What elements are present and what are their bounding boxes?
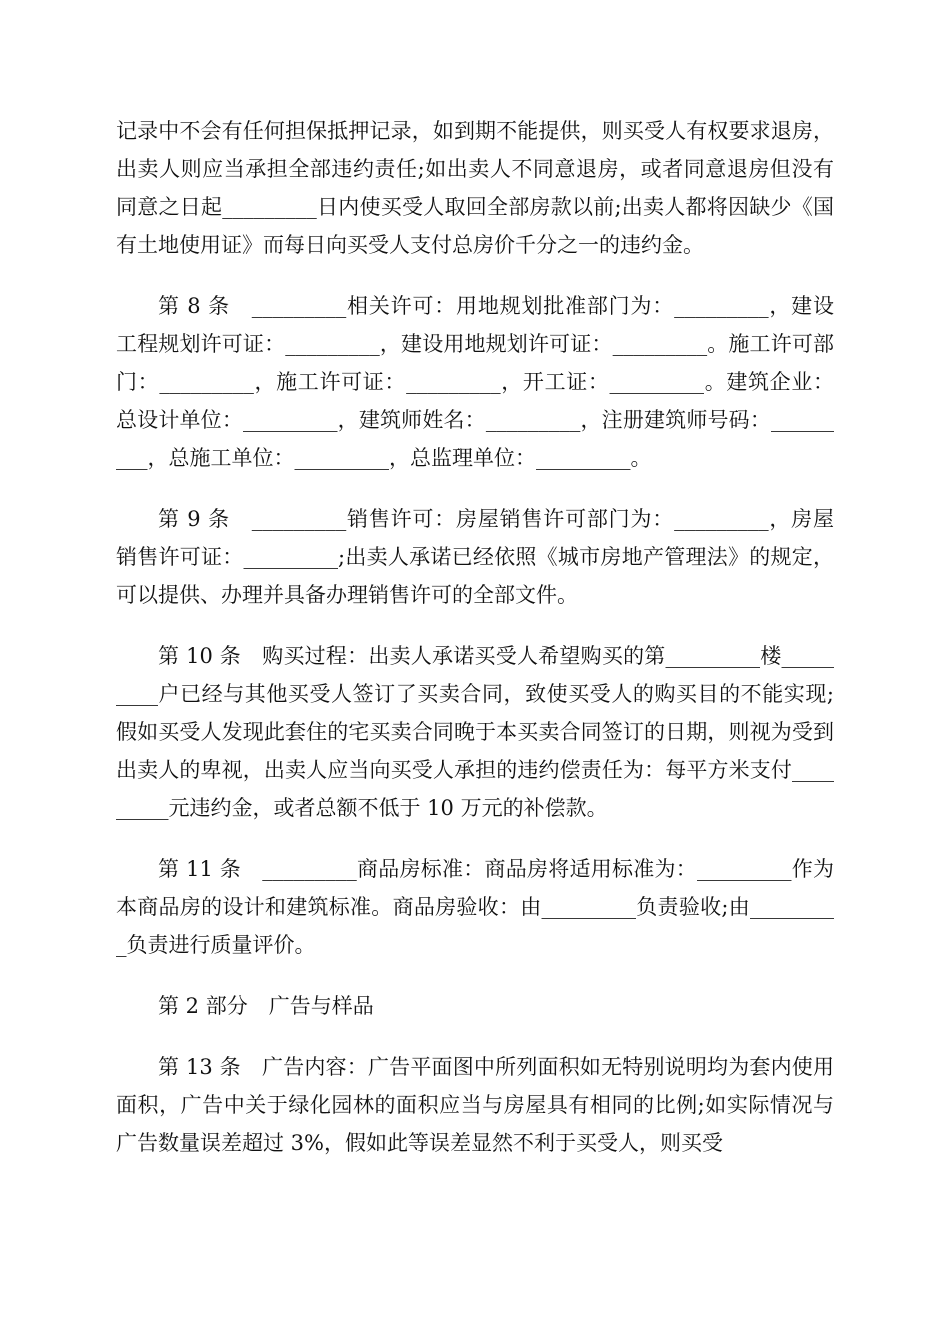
document-page — [116, 112, 834, 1162]
article-8-permits: 第 8 条 _________相关许可：用地规划批准部门为：_________，建设工程规划许可证：_________，建设用地规划许可证：_________。施工许可部门：_________，施工许可证：_________，开工证：_________。建筑企业：总设计单位：_________，建筑师姓名：_________，注册建筑师号码：_________，总施工单位：_________，总监理单位：_________。 — [116, 294, 834, 470]
article-13-advertising: 第 13 条 广告内容：广告平面图中所列面积如无特别说明均为套内使用面积，广告中关于绿化园林的面积应当与房屋具有相同的比例;如实际情况与广告数量误差超过 3%，假如此等误差显然不利于买受人，则买受 — [116, 1055, 834, 1155]
article-11-standards: 第 11 条 _________商品房标准：商品房将适用标准为：_________作为本商品房的设计和建筑标准。商品房验收：由_________负责验收;由_________负责进行质量评价。 — [116, 857, 834, 957]
article-9-sales-permit: 第 9 条 _________销售许可：房屋销售许可部门为：_________，房屋销售许可证：_________;出卖人承诺已经依照《城市房地产管理法》的规定，可以提供、办理并具备办理销售许可的全部文件。 — [116, 507, 834, 607]
article-10-purchase-process: 第 10 条 购买过程：出卖人承诺买受人希望购买的第_________楼_________户已经与其他买受人签订了买卖合同，致使买受人的购买目的不能实现;假如买受人发现此套住的宅买卖合同晚于本买卖合同签订的日期，则视为受到出卖人的卑视，出卖人应当向买受人承担的违约偿责任为：每平方米支付_________元违约金，或者总额不低于 10 万元的补偿款。 — [116, 644, 834, 820]
paragraph-continuation: 记录中不会有任何担保抵押记录，如到期不能提供，则买受人有权要求退房，出卖人则应当承担全部违约责任;如出卖人不同意退房，或者同意退房但没有同意之日起_________日内使买受人取回全部房款以前;出卖人都将因缺少《国有土地使用证》而每日向买受人支付总房价千分之一的违约金。 — [116, 119, 834, 257]
part-2-heading: 第 2 部分 广告与样品 — [158, 994, 374, 1018]
